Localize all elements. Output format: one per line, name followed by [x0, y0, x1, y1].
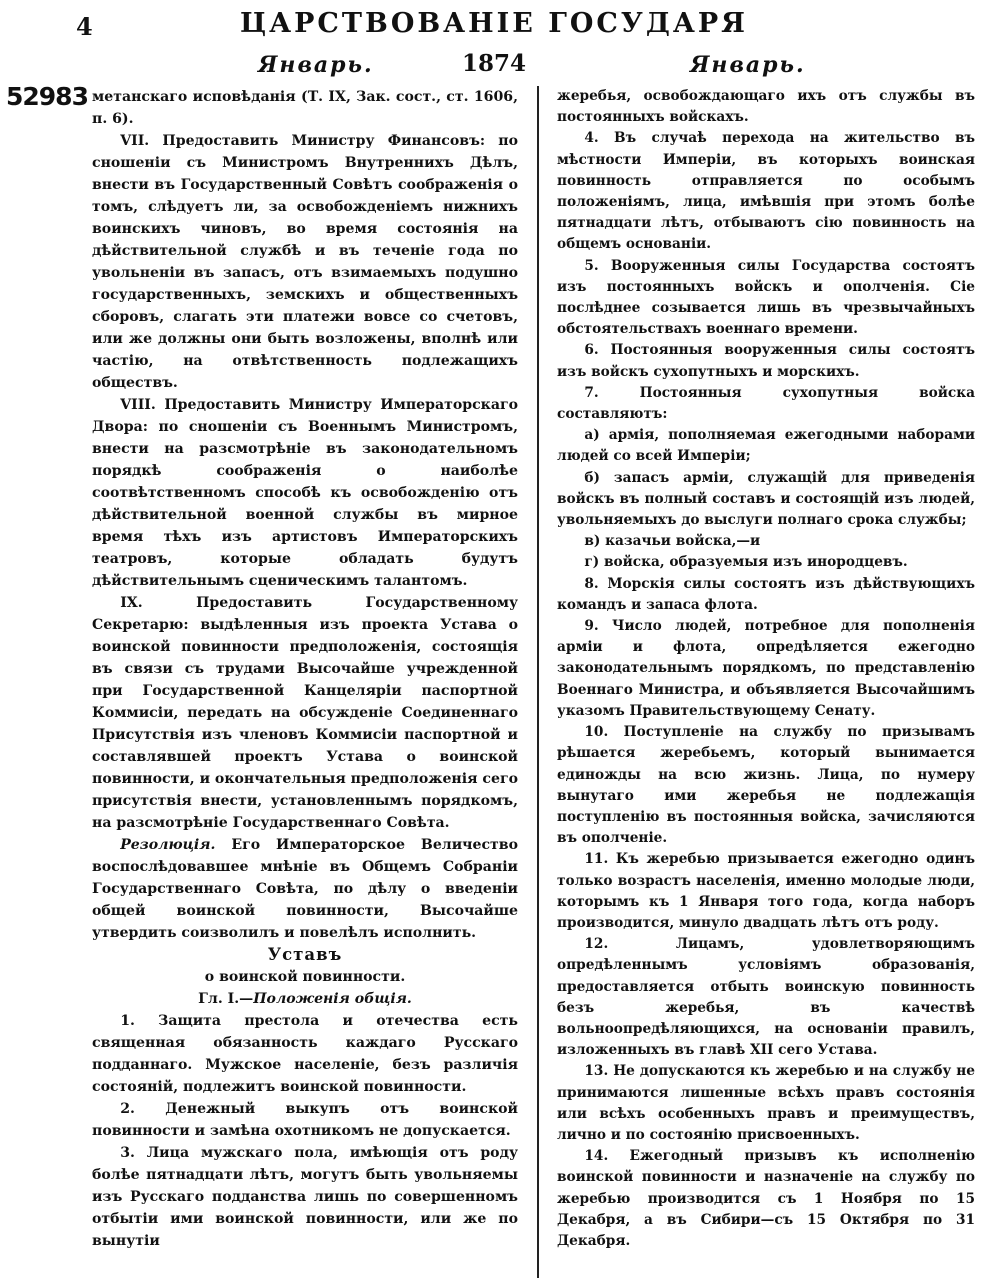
page-header — [0, 0, 988, 80]
running-title: ЦАРСТВОВАНІЕ ГОСУДАРЯ — [240, 8, 748, 39]
article-9: 9. Число людей, потребное для пополненія арміи и флота, опредѣляется ежегодно законодательнымъ порядкомъ, по представленію Военнаго Министра, и объявляется Высочайшимъ указомъ Правительствующему Сенату. — [557, 618, 975, 719]
paragraph-continuation: метанскаго исповѣданія (Т. IX, Зак. сост., ст. 1606, п. 6). — [92, 89, 518, 127]
column-divider — [537, 86, 539, 1278]
article-7-v: в) казачьи войска,—и — [584, 533, 761, 550]
article-7-b: б) запасъ арміи, служащій для приведенія войскъ въ полный составъ и состоящій изъ людей, увольняемыхъ до выслуги полнаго срока службы; — [557, 469, 975, 529]
right-column — [557, 86, 975, 1252]
left-column — [92, 86, 518, 1252]
paragraph-vii: VII. Предоставить Министру Финансовъ: по сношеніи съ Министромъ Внутреннихъ Дѣлъ, внести въ Государственный Совѣтъ соображенія о томъ, слѣдуетъ ли, за освобожденіемъ нижнихъ воинскихъ чиновъ, во время состоянія на дѣйствительной службѣ и въ теченіе года по увольненіи въ запасъ, отъ взимаемыхъ подушно государственныхъ, земскихъ и общественныхъ сборовъ, слагать эти платежи вовсе со счетовъ, или же должны они быть возложены, вполнѣ или частію, на отвѣтственность подлежащихъ обществъ. — [92, 133, 518, 391]
chapter-title: Положенія общія. — [253, 991, 412, 1007]
article-10: 10. Поступленіе на службу по призывамъ рѣшается жеребьемъ, который вынимается единожды на всю жизнь. Лица, по нумеру вынутаго ими жеребья не подлежащія поступленію въ постоянныя войска, зачисляются въ ополченіе. — [557, 724, 975, 847]
article-3-continuation: жеребья, освобождающаго ихъ отъ службы въ постоянныхъ войскахъ. — [557, 88, 975, 126]
year: 1874 — [461, 50, 526, 77]
article-1: 1. Защита престола и отечества есть священная обязанность каждаго Русскаго подданнаго. Мужское населеніе, безъ различія состояній, подлежитъ воинской повинности. — [92, 1013, 518, 1095]
resolution-text: Его Императорское Величество воспослѣдовавшее мнѣніе въ Общемъ Собраніи Государственнаго Совѣта, по дѣлу о введеніи общей воинской повинности, Высочайше утвердить соизволилъ и повелѣлъ исполнить. — [92, 837, 518, 941]
ustav-title: Уставъ — [267, 945, 343, 964]
chapter-heading — [92, 988, 518, 1010]
article-14: 14. Ежегодный призывъ къ исполненію воинской повинности и назначеніе на службу по жеребью производится съ 1 Ноября по 15 Декабря, а въ Сибири—съ 15 Октября по 31 Декабря. — [557, 1148, 975, 1249]
article-7-a: а) армія, пополняемая ежегодными наборами людей со всей Имперіи; — [557, 427, 975, 465]
article-12: 12. Лицамъ, удовлетворяющимъ опредѣленнымъ условіямъ образованія, предоставляется отбыть воинскую повинность безъ жеребья, въ качествѣ вольноопредѣляющихся, на основаніи правилъ, изложенныхъ въ главѣ XII сего Устава. — [557, 936, 975, 1059]
ustav-subtitle: о воинской повинности. — [204, 969, 406, 985]
article-2: 2. Денежный выкупъ отъ воинской повинности и замѣна охотникомъ не допускается. — [92, 1101, 518, 1139]
margin-document-number: 52983 — [6, 82, 88, 111]
month-left: Январь. — [258, 52, 374, 78]
paragraph-viii: VIII. Предоставить Министру Императорскаго Двора: по сношеніи съ Военнымъ Министромъ, внести на разсмотрѣніе въ законодательномъ порядкѣ соображенія о наиболѣе соотвѣтственномъ способѣ къ освобожденію отъ дѣйствительной военной службы въ мирное время тѣхъ изъ артистовъ Императорскихъ театровъ, которые обладать будутъ дѣйствительнымъ сценическимъ талантомъ. — [92, 397, 518, 589]
paragraph-ix: IX. Предоставить Государственному Секретарю: выдѣленныя изъ проекта Устава о воинской повинности предположенія, состоящія въ связи съ трудами Высочайше учрежденной при Государственной Канцеляріи паспортной Коммисіи, передать на обсужденіе Соединеннаго Присутствія изъ членовъ Коммисіи паспортной и составлявшей проектъ Устава о воинской повинности, и окончательныя предположенія сего присутствія внести, установленнымъ порядкомъ, на разсмотрѣніе Государственнаго Совѣта. — [92, 595, 518, 831]
article-3: 3. Лица мужскаго пола, имѣющія отъ роду болѣе пятнадцати лѣтъ, могутъ быть увольняемы изъ Русскаго подданства лишь по совершенномъ отбытіи ими воинской повинности, или же по вынутіи — [92, 1145, 518, 1249]
month-right: Январь. — [690, 52, 806, 78]
resolution-label: Резолюція. — [120, 837, 216, 853]
article-7-g: г) войска, образуемыя изъ инородцевъ. — [584, 554, 908, 571]
resolution-paragraph — [92, 834, 518, 944]
article-5: 5. Вооруженныя силы Государства состоятъ изъ постоянныхъ войскъ и ополченія. Сіе послѣднее созывается лишь въ чрезвычайныхъ обстоятельствахъ военнаго времени. — [557, 257, 975, 338]
article-11: 11. Къ жеребью призывается ежегодно одинъ только возрастъ населенія, именно молодые люди, которымъ къ 1 Января того года, когда наборъ производится, минуло двадцать лѣтъ отъ роду. — [557, 851, 975, 931]
page-number: 4 — [76, 12, 93, 41]
article-13: 13. Не допускаются къ жеребью и на службу не принимаются лишенные всѣхъ правъ состоянія или всѣхъ особенныхъ правъ и преимуществъ, лично и по состоянію присвоенныхъ. — [557, 1063, 975, 1143]
article-6: 6. Постоянныя вооруженныя силы состоятъ изъ войскъ сухопутныхъ и морскихъ. — [557, 342, 975, 380]
article-4: 4. Въ случаѣ перехода на жительство въ мѣстности Имперіи, въ которыхъ воинская повинность отправляется по особымъ положеніямъ, лица, имѣвшія при этомъ болѣе пятнадцати лѣтъ, отбываютъ сію повинность на общемъ основаніи. — [557, 130, 975, 253]
chapter-prefix: Гл. I.— — [198, 991, 254, 1007]
article-7: 7. Постоянныя сухопутныя войска составляютъ: — [557, 384, 975, 423]
article-8: 8. Морскія силы состоятъ изъ дѣйствующихъ командъ и запаса флота. — [557, 575, 975, 613]
